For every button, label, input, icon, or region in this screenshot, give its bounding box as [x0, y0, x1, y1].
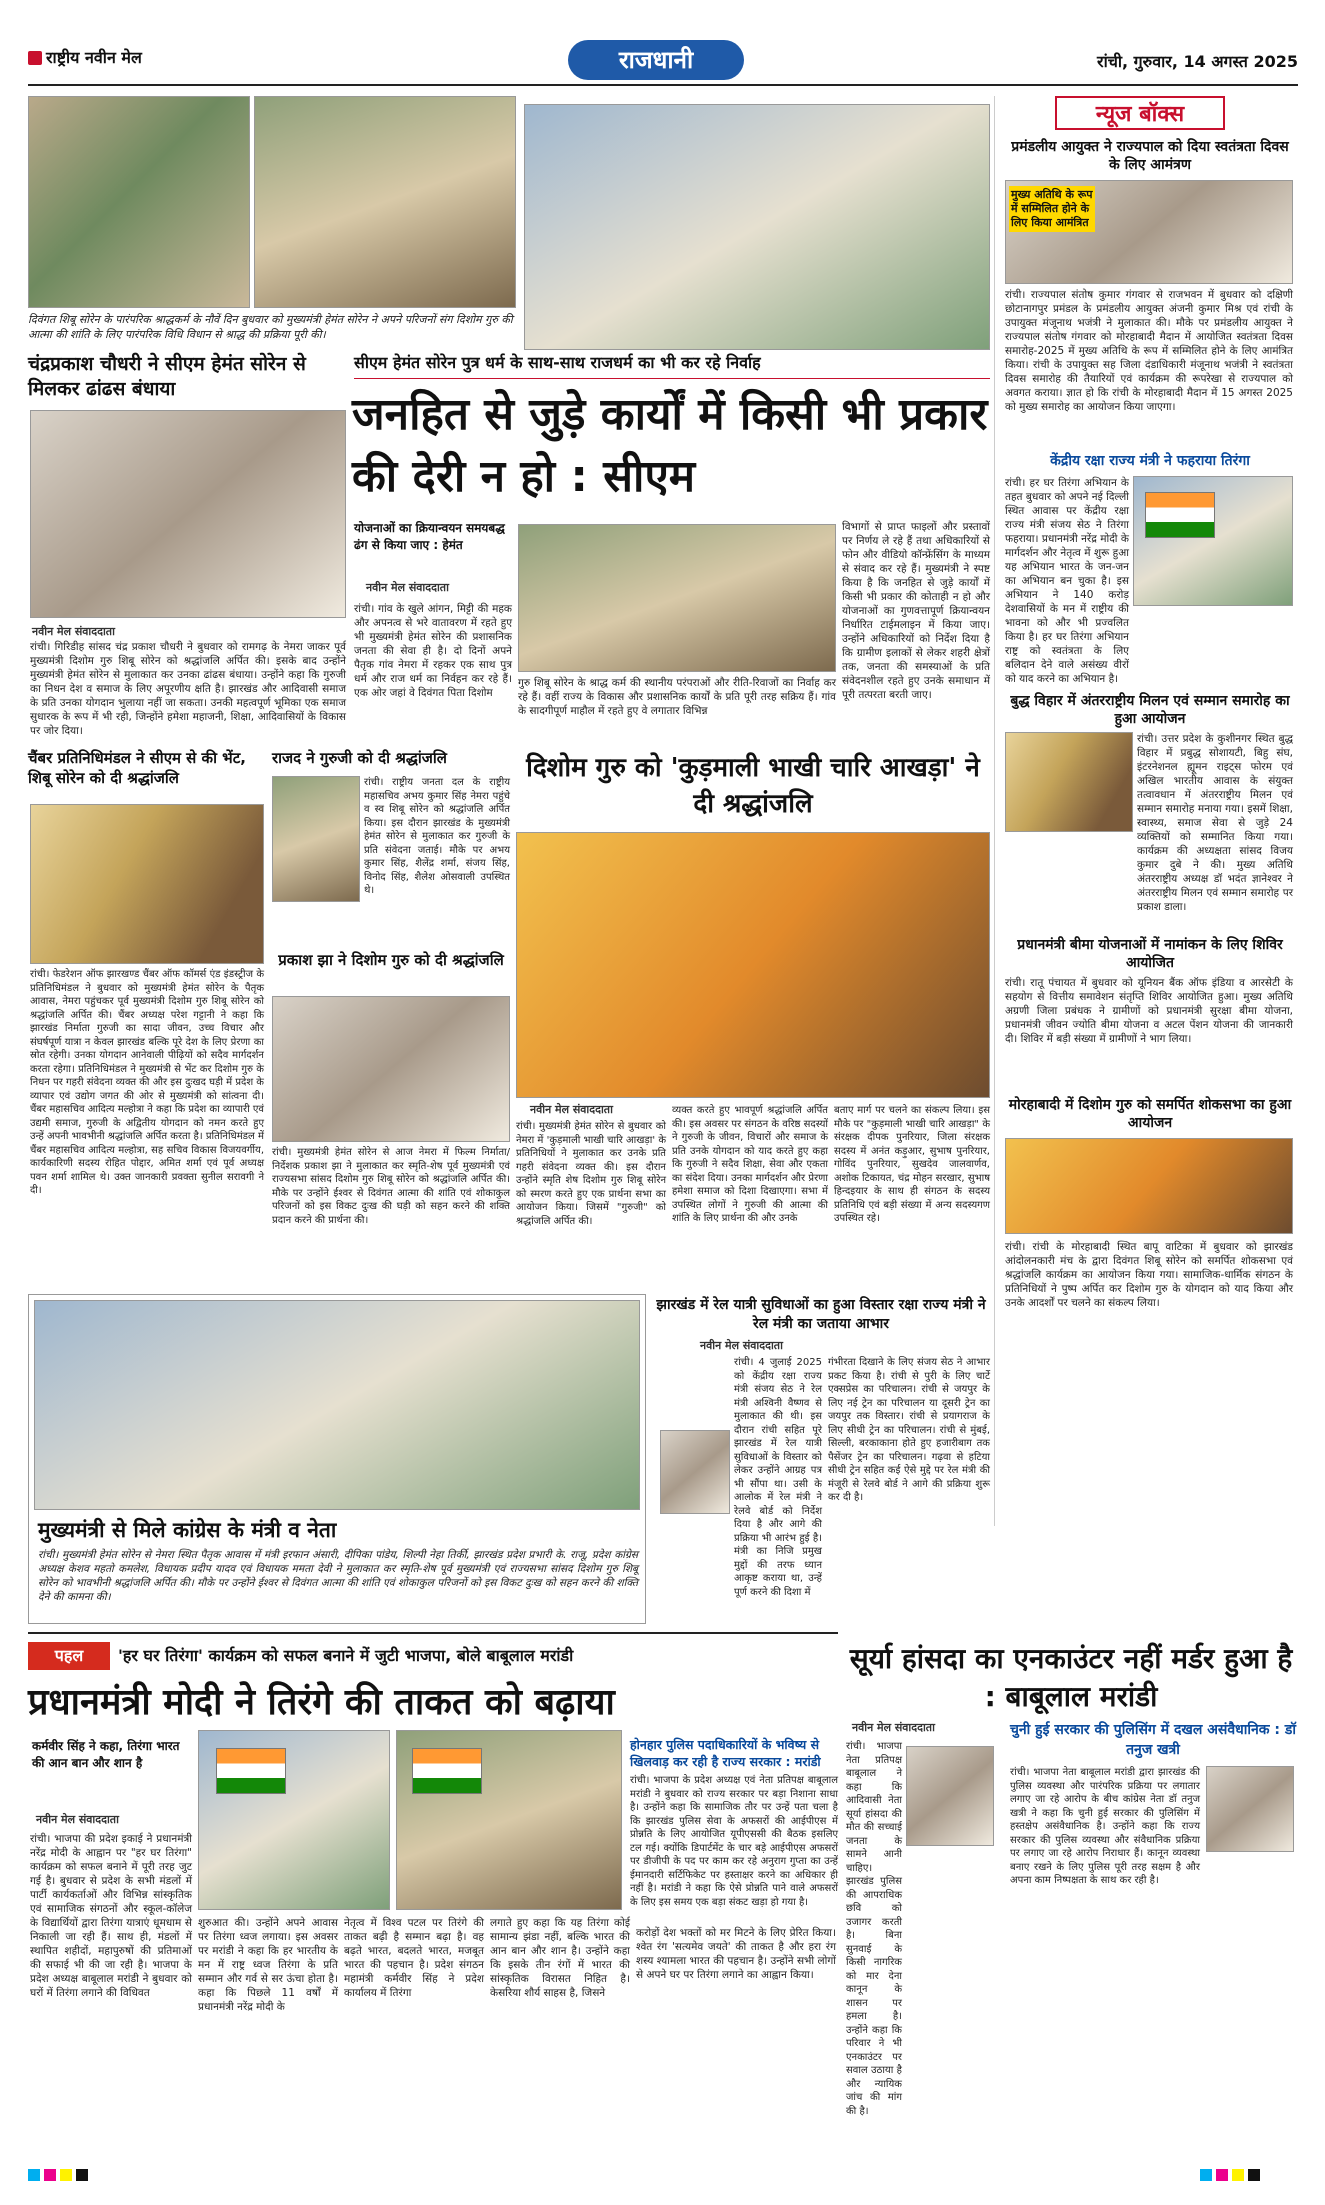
lead-headline: जनहित से जुड़े कार्यों में किसी भी प्रकार की देरी न हो : सीएम	[352, 389, 988, 502]
kudmali-photo	[516, 832, 990, 1098]
shraddh-photo-1	[28, 96, 250, 308]
chandraprakash-photo	[30, 410, 346, 618]
dateline: रांची, गुरुवार, 14 अगस्त 2025	[1097, 52, 1298, 71]
police-mid-headline: होनहार पुलिस पदाधिकारियों के भविष्य से खिलवाड़ कर रही है राज्य सरकार : मरांडी	[630, 1737, 821, 1769]
masthead	[28, 40, 1298, 86]
news-item-1-overlay: मुख्य अतिथि के रूप में सम्मिलित होने के लिए किया आमंत्रित	[1009, 186, 1095, 232]
flag-photo-1-icon	[216, 1748, 286, 1794]
tiranga-body-4: लगाते हुए कहा कि यह तिरंगा कोई सामान्य झंडा नहीं, बल्कि भारत की आन बान और शान है। उन्होंने कहा कि इसके तीन रंगों में भारत की सांस्कृतिक विरासत निहित है। केसरिया शौर्य साहस है, जिसने	[490, 1917, 630, 1999]
left1-body: रांची। गिरिडीह सांसद चंद्र प्रकाश चौधरी ने बुधवार को रामगढ़ के नेमरा जाकर पूर्व मुख्यमंत्री दिशोम गुरु शिबू सोरेन को श्रद्धांजलि अर्पित की। इसके बाद उन्होंने मुख्यमंत्री हेमंत सोरेन से मुलाकात कर उनका ढांढस बंधाया। उन्होंने कहा कि गुरुजी का निधन देश व समाज के लिए अपूरणीय क्षति है। झारखंड और आदिवासी समाज के प्रति उनका योगदान भुलाया नहीं जा सकता। उनकी महत्वपूर्ण भूमिका एक समाज सुधारक के रूप में भी रही, जिन्होंने हमेशा महाजनी, शिक्षा, आदिवासियों के विकास पर जोर दिया।	[30, 641, 346, 737]
news-item-1-head: प्रमंडलीय आयुक्त ने राज्यपाल को दिया स्वतंत्रता दिवस के लिए आमंत्रण	[1011, 139, 1289, 173]
news-box	[994, 96, 1296, 1526]
congress-headline: मुख्यमंत्री से मिले कांग्रेस के मंत्री व नेता	[38, 1518, 337, 1542]
chamber-body: रांची। फेडरेशन ऑफ झारखण्ड चैंबर ऑफ कॉमर्स एंड इंडस्ट्रीज के प्रतिनिधिमंडल ने बुधवार को मुख्यमंत्री हेमंत सोरेन के पैतृक आवास, नेमरा पहुंचकर पूर्व मुख्यमंत्री दिशोम गुरु शिबू सोरेन को श्रद्धांजलि अर्पित की। चैंबर अध्यक्ष परेश गट्टानी ने कहा कि झारखंड निर्माता गुरुजी का सादा जीवन, उच्च विचार और संघर्षपूर्ण यात्रा न केवल झारखंड बल्कि पूरे देश के लिए प्रेरणा का स्रोत रहेगी। उनका योगदान आनेवाली पीढ़ियों को सदैव मार्गदर्शन करता रहेगा। प्रतिनिधिमंडल ने मुख्यमंत्री से भेंट कर दिशोम गुरु के निधन पर गहरी संवेदना व्यक्त की और इस दुःखद घड़ी में प्रदेश के व्यापार एवं उद्योग जगत की ओर से मुख्यमंत्री को सांत्वना दी। चैंबर महासचिव आदित्य मल्होत्रा ने कहा कि प्रदेश का व्यापारी एवं उद्यमी समाज, गुरुजी के अद्वितीय योगदान को नमन करते हुए उन्हें अपनी भावभीनी श्रद्धांजलि अर्पित करता है। प्रतिनिधिमंडल में चैंबर महासचिव आदित्य मल्होत्रा, सह सचिव विकास विजयवर्गीय, कार्यकारिणी सदस्य रोहित पोद्दार, अमित शर्मा एवं पूर्व अध्यक्ष पवन शर्मा शामिल थे। उक्त जानकारी प्रवक्ता सुनील सरावगी ने दी।	[30, 969, 264, 1196]
tiranga-top-rule	[28, 1632, 838, 1634]
news-item-3-body: रांची। उत्तर प्रदेश के कुशीनगर स्थित बुद्ध विहार में प्रबुद्ध सोशायटी, बिहु संघ, इंटरनेशनल ह्यूमन राइट्स फोरम एवं अखिल भारतीय आवास के संयुक्त तत्वावधान में अंतरराष्ट्रीय मिलन एवं सम्मान समारोह मनाया गया। इसमें शिक्षा, स्वास्थ्य, समाज सेवा से जुड़े 24 व्यक्तियों को सम्मानित किया गया। कार्यक्रम की अध्यक्षता सांसद विजय कुमार दुबे ने की। मुख्य अतिथि अंतरराष्ट्रीय अध्यक्ष डॉ भदंत ज्ञानेश्वर ने अंतरराष्ट्रीय मिलन एवं सम्मान समारोह पर प्रकाश डाला।	[1137, 733, 1293, 913]
tiranga-headline: प्रधानमंत्री मोदी ने तिरंगे की ताकत को बढ़ाया	[28, 1682, 615, 1723]
news-item-1-body: रांची। राज्यपाल संतोष कुमार गंगवार से राजभवन में बुधवार को दक्षिणी छोटानागपुर प्रमंडल के प्रमंडलीय आयुक्त अंजनी कुमार मिश्र एवं रांची के उपायुक्त मंजूनाथ भजंत्री ने मुलाकात की। मौके पर प्रमंडलीय आयुक्त ने राज्यपाल संतोष गंगवार को मोरहाबादी मैदान में आयोजित स्वतंत्रता दिवस समारोह-2025 में मुख्य अतिथि के रूप में सम्मिलित होने के लिए आमंत्रित किया। रांची के उपायुक्त सह जिला दंडाधिकारी मंजूनाथ भजंत्री ने स्वतंत्रता दिवस समारोह की तैयारियों एवं कार्यक्रम की रूपरेखा से राज्यपाल को अवगत कराया। ज्ञात हो कि रांची के मोरहाबादी मैदान में 15 अगस्त 2025 को मुख्य समारोह का आयोजन किया जाएगा।	[1005, 289, 1293, 413]
prakash-photo	[272, 996, 510, 1142]
tiranga-body-2: शुरुआत की। उन्होंने अपने आवास पर तिरंगा ध्वज लगाया। इस अवसर पर मरांडी ने कहा कि हर भारतीय के मन में राष्ट्र ध्वज तिरंगा के प्रति सम्मान और गर्व से सर ऊंचा होता है। कहा कि पिछले 11 वर्षों में प्रधानमंत्री नरेंद्र मोदी के	[198, 1917, 338, 2013]
kudmali-byline: नवीन मेल संवाददाता	[530, 1103, 613, 1116]
flag-photo-2-icon	[412, 1748, 482, 1794]
kudmali-headline: दिशोम गुरु को 'कुड़माली भाखी चारि आखड़ा' ने दी श्रद्धांजलि	[526, 753, 980, 819]
top-caption: दिवंगत शिबू सोरेन के पारंपरिक श्राद्धकर्म के नौवें दिन बुधवार को मुख्यमंत्री हेमंत सोरेन ने अपने परिजनों संग दिशोम गुरु की आत्मा की शांति के लिए पारंपरिक विधि विधान से श्राद्ध की प्रक्रिया पूरी की।	[28, 313, 513, 341]
lead-body-1: रांची। गांव के खुले आंगन, मिट्टी की महक और अपनत्व से भरे वातावरण में रहते हुए भी मुख्यमंत्री हेमंत सोरेन की प्रशासनिक जनता की सेवा ही है। दो दिनों अपने पैतृक गांव नेमरा में रहकर एक साथ पुत्र धर्म और राज धर्म का निर्वहन कर रहे हैं। एक ओर जहां वे दिवंगत पिता दिशोम	[354, 603, 512, 699]
railway-body-2: गंभीरता दिखाने के लिए संजय सेठ ने आभार प्रकट किया है। रांची से पुरी के लिए चार्टे एक्सप्रेस का परिचालन। रांची से जयपुर के लिए नई ट्रेन का परिचालन या दूसरी ट्रेन का जयपुर तक विस्तार। रांची से प्रयागराज के लिए सीधी ट्रेन का परिचालन। रांची से मुंबई, सिल्ली, बरकाकाना होते हुए हजारीबाग तक पैसेंजर ट्रेन का परिचालन। गढ़वा से हटिया सीधी ट्रेन सहित कई ऐसे मुद्दे पर रेल मंत्री की मंजूरी से रेलवे बोर्ड ने आगे की प्रक्रिया शुरू कर दी है।	[828, 1357, 990, 1503]
tiranga-body-1: रांची। भाजपा की प्रदेश इकाई ने प्रधानमंत्री नरेंद्र मोदी के आह्वान पर "हर घर तिरंगा" कार्यक्रम को सफल बनाने में पूरी तरह जुट गई है। बुधवार से प्रदेश के सभी मंडलों में पार्टी कार्यकर्ताओं और विभिन्न सांस्कृतिक एवं सामाजिक संगठनों और स्कूल-कॉलेज के विद्यार्थियों द्वारा तिरंगा यात्राएं धूमधाम से निकाली जा रही हैं। साथ ही, मंडलों में स्थापित शहीदों, महापुरुषों की प्रतिमाओं की सफाई भी की जा रही है। भाजपा के प्रदेश अध्यक्ष बाबूलाल मरांडी ने बुधवार को घरों में तिरंगा लगाने की विधिवत	[30, 1833, 192, 1999]
congress-photo	[34, 1300, 640, 1510]
lead-body-2: गुरु शिबू सोरेन के श्राद्ध कर्म की स्थानीय परंपराओं और रीति-रिवाजों का निर्वाह कर रहे हैं। वहीं राज्य के विकास और प्रशासनिक कार्यों के प्रति पूरी तरह सक्रिय हैं। गांव के सादगीपूर्ण माहौल में रहते हुए वे लगातार विभिन्न	[518, 677, 836, 717]
news-item-4-body: रांची। रातू पंचायत में बुधवार को यूनियन बैंक ऑफ इंडिया व आरसेटी के सहयोग से वित्तीय समावेशन संतृप्ति शिविर आयोजित हुआ। मुख्य अतिथि अग्रणी जिला प्रबंधक ने ग्रामीणों को प्रधानमंत्री सुरक्षा बीमा योजना, प्रधानमंत्री जीवन ज्योति बीमा योजना व अटल पेंशन योजना की जानकारी दी। शिविर में बड़ी संख्या में ग्रामीणों ने भाग लिया।	[1005, 977, 1293, 1045]
rjd-photo	[272, 776, 360, 902]
paper-name: राष्ट्रीय नवीन मेल	[46, 48, 142, 67]
tanuj-photo	[1206, 1766, 1294, 1852]
marandi-photo	[906, 1746, 994, 1846]
tiranga-byline: नवीन मेल संवाददाता	[36, 1813, 119, 1826]
prakash-body: रांची। मुख्यमंत्री हेमंत सोरेन से आज नेमरा में फिल्म निर्माता/ निर्देशक प्रकाश झा ने मुलाकात कर स्मृति-शेष पूर्व मुख्यमंत्री एवं राज्यसभा सांसद दिशोम गुरु शिबू सोरेन को श्रद्धांजलि अर्पित की। मौके पर उन्होंने ईश्वर से दिवंगत आत्मा की शांति एवं शोकाकुल परिजनों को इस विकट दुःख की घड़ी को सहन करने की शक्ति प्रदान करने की प्रार्थना की।	[272, 1147, 510, 1226]
section-badge: राजधानी	[568, 40, 744, 80]
kudmali-body-3: बताए मार्ग पर चलने का संकल्प लिया। इस मौके पर "कुड़माली भाखी चारि आखड़ा" के संरक्षक दीपक पुनरियार, जिला संरक्षक सदस्य में अनंत कड़ुआर, सुभाष पुनरियार, गोविंद पुनरियार, सुखदेव जालवार्णव, अशोक टिकायत, चंद्र मोहन सरखार, सुभाष हिन्दइयार के साथ ही संगठन के सदस्य प्रतिनिधि एवं बड़ी संख्या में अन्य सदस्यगण उपस्थित रहे।	[834, 1105, 990, 1224]
surya-body-1: रांची। भाजपा नेता प्रतिपक्ष बाबूलाल ने कहा कि आदिवासी नेता सूर्या हांसदा की मौत की सच्चाई जनता के सामने आनी चाहिए। झारखंड पुलिस की आपराधिक छवि को उजागर करती है। बिना सुनवाई के किसी नागरिक को मार देना कानून के शासन पर हमला है। उन्होंने कहा कि परिवार ने भी एनकाउंटर पर सवाल उठाया है और न्यायिक जांच की मांग की है।	[846, 1741, 902, 2117]
lead-body-3: विभागों से प्राप्त फाइलों और प्रस्तावों पर निर्णय ले रहे हैं तथा अधिकारियों से फोन और वीडियो कॉन्फ्रेंसिंग के माध्यम से संवाद कर रहे हैं। मुख्यमंत्री ने स्पष्ट किया है कि जनहित से जुड़े कार्यों में किसी भी प्रकार की कोताही न हो और योजनाओं का गुणवत्तापूर्ण क्रियान्वयन निर्धारित टाईमलाइन में किया जाए। उन्होंने अधिकारियों को निर्देश दिया है कि ग्रामीण इलाकों से लेकर शहरी क्षेत्रों तक, जनता की समस्याओं के प्रति संवेदनशील रहते हुए उनके समाधान में पूरी तत्परता बरती जाए।	[842, 521, 990, 701]
rjd-headline: राजद ने गुरुजी को दी श्रद्धांजलि	[272, 749, 447, 767]
tiranga-bullet: कर्मवीर सिंह ने कहा, तिरंगा भारत की आन बान और शान है	[32, 1739, 180, 1770]
congress-body: रांची। मुख्यमंत्री हेमंत सोरेन से नेमरा स्थित पैतृक आवास में मंत्री इरफान अंसारी, दीपिका पांडेय, शिल्पी नेहा तिर्की, झारखंड प्रदेश प्रभारी के. राजू, प्रदेश कांग्रेस अध्यक्ष केशव महतो कमलेश, विधायक प्रदीप यादव एवं विधायक ममता देवी ने मुलाकात कर स्मृति-शेष पूर्व मुख्यमंत्री एवं राज्यसभा सांसद दिशोम गुरु शिबू सोरेन को भावभीनी श्रद्धांजलि अर्पित की। मौके पर उन्होंने ईश्वर से दिवंगत आत्मा की शांति एवं शोकाकुल परिजनों को इस विकट दुःख को सहन करने की शक्ति देने की कामना की।	[38, 1549, 638, 1603]
news-item-5-body: रांची। रांची के मोरहाबादी स्थित बापू वाटिका में बुधवार को झारखंड आंदोलनकारी मंच के द्वारा दिवंगत शिबू सोरेन को समर्पित शोकसभा एवं श्रद्धांजलि कार्यक्रम का आयोजन किया गया। सामाजिक-धार्मिक संगठन के प्रतिनिधियों ने पुष्प अर्पित कर दिशोम गुरु के योगदान को याद किया और उनके आदर्शों पर चलने का संकल्प लिया।	[1005, 1241, 1293, 1309]
footer-registration-bar-right	[1200, 2166, 1264, 2182]
cm-meeting-photo	[518, 524, 836, 672]
surya-headline: सूर्या हांसदा का एनकाउंटर नहीं मर्डर हुआ है : बाबूलाल मरांडी	[849, 1642, 1293, 1713]
tiranga-flag-icon	[1145, 492, 1215, 538]
news-item-2-body: रांची। हर घर तिरंगा अभियान के तहत बुधवार को अपने नई दिल्ली स्थित आवास पर केंद्रीय रक्षा राज्य मंत्री संजय सेठ ने तिरंगा फहराया। प्रधानमंत्री नरेंद्र मोदी के मार्गदर्शन और नेतृत्व में शुरू हुआ यह अभियान भारत के जन-जन का अभियान बन चुका है। इस अभियान ने 140 करोड़ देशवासियों के मन में राष्ट्रीय की भावना को और भी प्रज्वलित किया है। हर घर तिरंगा अभियान राष्ट्र को स्वतंत्रता के लिए बलिदान देने वाले असंख्य वीरों को याद करने का अभियान है।	[1005, 477, 1129, 685]
footer-registration-bar	[28, 2166, 1298, 2182]
lead-bullet: योजनाओं का क्रियान्वयन समयबद्ध ढंग से किया जाए : हेमंत	[354, 521, 505, 552]
railway-body-1: रांची। 4 जुलाई 2025 को केंद्रीय रक्षा राज्य मंत्री संजय सेठ ने रेल मंत्री अश्विनी वैष्णव से मुलाकात की थी। इस दौरान रांची सहित पूरे झारखंड में रेल यात्री सुविधाओं के विस्तार को लेकर उन्होंने आग्रह पत्र भी सौंपा था। उसी के आलोक में रेल मंत्री ने रेलवे बोर्ड को निर्देश दिया है और आगे की प्रक्रिया भी आरंभ हुई है। मंत्री का निजि प्रमुख मुद्दों की तरफ ध्यान आकृष्ट कराया था, उन्हें पूर्ण करने की दिशा में	[734, 1357, 822, 1598]
buddh-vihar-photo	[1005, 732, 1133, 832]
railway-headline: झारखंड में रेल यात्री सुविधाओं का हुआ विस्तार रक्षा राज्य मंत्री ने रेल मंत्री का जताया आभार	[656, 1297, 986, 1332]
news-item-2-head: केंद्रीय रक्षा राज्य मंत्री ने फहराया तिरंगा	[1050, 453, 1250, 469]
news-item-3-head: बुद्ध विहार में अंतरराष्ट्रीय मिलन एवं सम्मान समारोह का हुआ आयोजन	[1010, 693, 1290, 727]
surya-byline: नवीन मेल संवाददाता	[852, 1721, 935, 1734]
railway-byline: नवीन मेल संवाददाता	[700, 1339, 783, 1352]
news-box-title: न्यूज बॉक्स	[1055, 96, 1225, 130]
surya-body-1b	[906, 1852, 1000, 2148]
chamber-headline: चैंबर प्रतिनिधिमंडल ने सीएम से की भेंट, शिबू सोरेन को दी श्रद्धांजलि	[28, 749, 246, 787]
logo-mark-icon	[28, 51, 42, 65]
lead-kicker: सीएम हेमंत सोरेन पुत्र धर्म के साथ-साथ राजधर्म का भी कर रहे निर्वाह	[354, 352, 990, 379]
tiranga-body-5: करोड़ों देश भक्तों को मर मिटने के लिए प्रेरित किया। श्वेत रंग 'सत्यमेव जयते' की ताकत है और हरा रंग शस्य श्यामला भारत की पहचान है। उन्होंने सभी लोगों से अपने घर पर तिरंगा लगाने का आह्वान किया।	[636, 1927, 836, 1981]
shraddh-photo-2	[254, 96, 516, 308]
tiranga-kicker: 'हर घर तिरंगा' कार्यक्रम को सफल बनाने में जुटी भाजपा, बोले बाबूलाल मरांडी	[118, 1646, 574, 1665]
pahal-tag: पहल	[28, 1642, 110, 1670]
news-item-4-head: प्रधानमंत्री बीमा योजनाओं में नामांकन के लिए शिविर आयोजित	[1017, 937, 1283, 971]
kudmali-body-1: रांची। मुख्यमंत्री हेमंत सोरेन से बुधवार को नेमरा में 'कुड़माली भाखी चारि आखड़ा' के प्रतिनिधियों ने मुलाकात कर उनके प्रति गहरी संवेदना व्यक्त की। इस दौरान उन्होंने स्मृति शेष दिशोम गुरु शिबू सोरेन को स्मरण करते हुए एक प्रार्थना सभा का आयोजन किया। जिसमें "गुरुजी" को श्रद्धांजलि अर्पित की।	[516, 1121, 666, 1227]
police-mid-body: रांची। भाजपा के प्रदेश अध्यक्ष एवं नेता प्रतिपक्ष बाबूलाल मरांडी ने बुधवार को राज्य सरकार पर बड़ा निशाना साधा है। उन्होंने कहा कि सामाजिक तौर पर उन्हें पता चला है कि झारखंड पुलिस सेवा के अफसरों की आईपीएस में प्रोन्नति के लिए आयोजित यूपीएससी की बैठक इसलिए टल गई। क्योंकि डिपार्टमेंट के चार बड़े आईपीएस अफसरों पर डीजीपी के पद पर काम कर रहे अनुराग गुप्ता का उन्हें ईमानदारी सर्टिफिकेट पर हस्ताक्षर करने का अधिकार ही नहीं है। मरांडी ने कहा कि ऐसे प्रोन्नति पाने वाले अफसरों के लिए इस समय एक बड़ा संकट खड़ा हो गया है।	[630, 1775, 838, 1908]
cm-walk-photo	[524, 104, 990, 350]
surya-subheadline: चुनी हुई सरकार की पुलिसिंग में दखल असंवैधानिक : डॉ तनुज खत्री	[1010, 1722, 1296, 1758]
rjd-body: रांची। राष्ट्रीय जनता दल के राष्ट्रीय महासचिव अभय कुमार सिंह नेमरा पहुंचे व स्व शिबू सोरेन को श्रद्धांजलि अर्पित किया। इस दौरान झारखंड के मुख्यमंत्री हेमंत सोरेन से मुलाकात कर गुरुजी के प्रति संवेदना जताई। मौके पर अभय कुमार सिंह, शैलेंद्र शर्मा, संजय सिंह, विनोद सिंह, शैलेश ओसवाली उपस्थित थे।	[364, 777, 510, 896]
kudmali-body-2: व्यक्त करते हुए भावपूर्ण श्रद्धांजलि अर्पित की। इस अवसर पर संगठन के वरिष्ठ सदस्यों ने गुरुजी के जीवन, विचारों और समाज के प्रति उनके योगदान को याद करते हुए कहा कि गुरुजी ने सदैव शिक्षा, सेवा और एकता का संदेश दिया। उनका मार्गदर्शन और प्रेरणा हमेशा समाज को दिशा दिखाएगा। सभा में उपस्थित लोगों ने गुरुजी की आत्मा की शांति के लिए प्रार्थना की और उनके	[672, 1105, 828, 1224]
tiranga-body-3: नेतृत्व में विश्व पटल पर तिरंगे की ताकत बढ़ी है सम्मान बढ़ा है। वह बढ़ते भारत, बदलते भारत, मजबूत भारत की पहचान है। प्रदेश संगठन महामंत्री कर्मवीर सिंह ने प्रदेश कार्यालय में तिरंगा	[344, 1917, 484, 1999]
chamber-photo	[30, 804, 264, 964]
shoksabha-photo	[1005, 1138, 1293, 1234]
paper-logo	[28, 46, 142, 68]
lead-byline: नवीन मेल संवाददाता	[366, 581, 449, 594]
left1-byline: नवीन मेल संवाददाता	[32, 625, 115, 638]
masthead-rule	[28, 84, 1298, 86]
surya-body-2: रांची। भाजपा नेता बाबूलाल मरांडी द्वारा झारखंड की पुलिस व्यवस्था और पारंपरिक प्रक्रिया पर लगातार लगाए जा रहे आरोप के बीच कांग्रेस नेता डॉ तनुज खत्री ने कहा कि चुनी हुई सरकार की पुलिसिंग में हस्तक्षेप असंवैधानिक है। उन्होंने कहा कि राज्य सरकार की पुलिस व्यवस्था और संवैधानिक प्रक्रिया पर लगाए जा रहे आरोप निराधार हैं। कानून व्यवस्था बनाए रखने के लिए पुलिस पूरी तरह सक्षम है और अपना काम निष्पक्षता के साथ कर रही है।	[1010, 1767, 1200, 1886]
left1-headline: चंद्रप्रकाश चौधरी ने सीएम हेमंत सोरेन से मिलकर ढांढस बंधाया	[28, 353, 306, 400]
news-item-5-head: मोरहाबादी में दिशोम गुरु को समर्पित शोकसभा का हुआ आयोजन	[1008, 1097, 1292, 1131]
prakash-headline: प्रकाश झा ने दिशोम गुरु को दी श्रद्धांजलि	[278, 951, 504, 969]
